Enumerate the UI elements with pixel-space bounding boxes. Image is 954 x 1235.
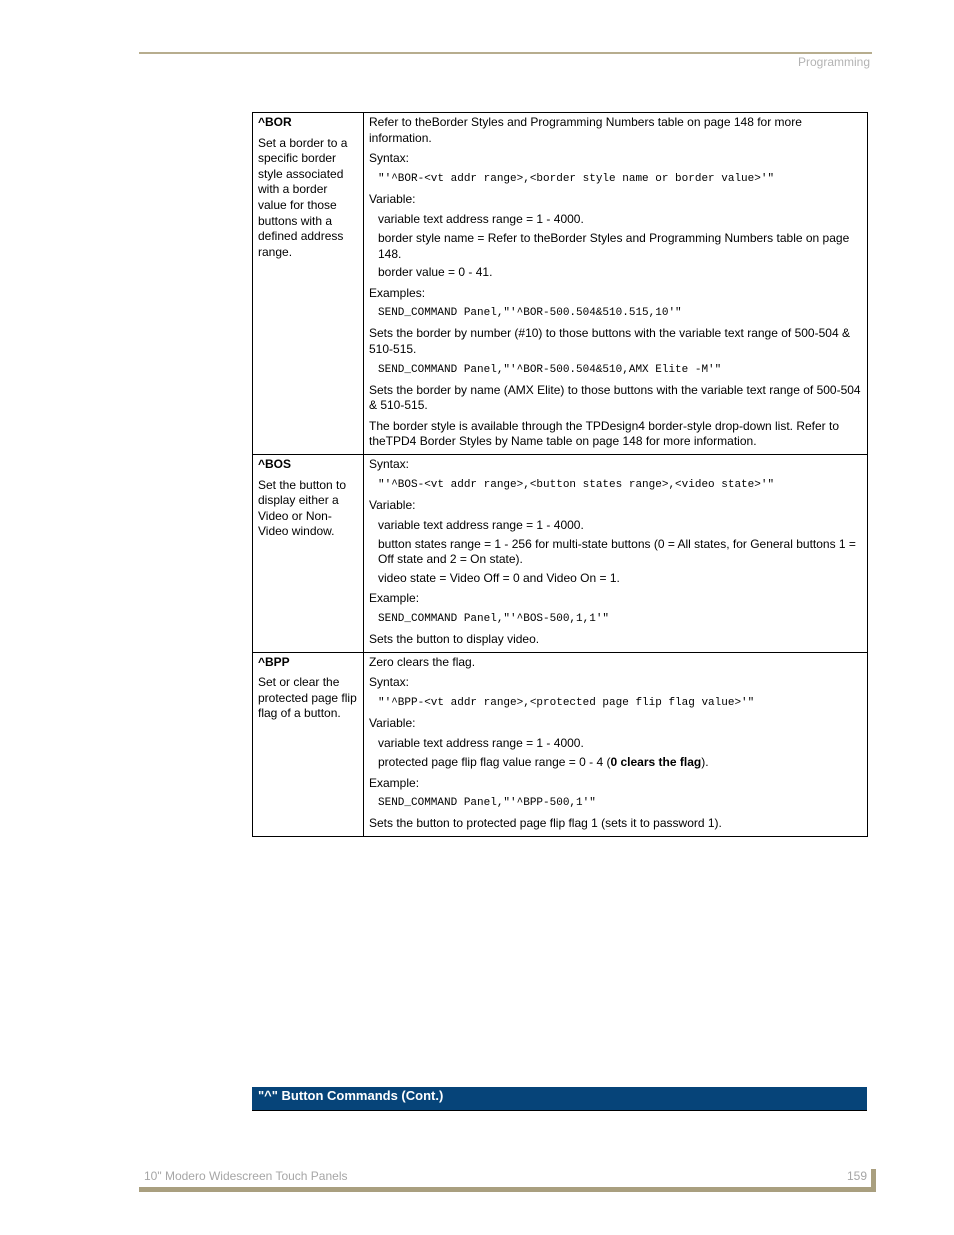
footer-rule <box>139 1187 876 1192</box>
command-name: ^BOR <box>258 115 292 129</box>
command-description: Set or clear the protected page flip flag of a button. <box>258 675 357 721</box>
section-label: Programming <box>797 55 870 69</box>
variable-item: video state = Video Off = 0 and Video On = 1. <box>378 570 620 585</box>
syntax-code: "'^BPP-<vt addr range>,<protected page flip flag value>'" <box>378 696 755 709</box>
variable-item: border style name = Refer to theBorder Styles and Programming Numbers table on page 148. <box>378 230 850 261</box>
footer-doc-title: 10" Modero Widescreen Touch Panels <box>144 1169 348 1183</box>
command-cell <box>253 454 364 652</box>
table-row-bpp <box>253 652 868 836</box>
example-code: SEND_COMMAND Panel,"'^BOR-500.504&510,AMX Elite -M'" <box>378 363 722 376</box>
variable-item: border value = 0 - 41. <box>378 265 493 280</box>
examples-label: Examples: <box>369 285 426 300</box>
command-name: ^BPP <box>258 654 290 669</box>
variable-label: Variable: <box>369 715 416 730</box>
table-row-bor <box>253 113 868 455</box>
details-cell <box>364 113 868 455</box>
example-code: SEND_COMMAND Panel,"'^BOS-500,1,1'" <box>378 613 610 626</box>
page-number: 159 <box>847 1169 868 1183</box>
button-commands-table <box>252 112 868 837</box>
details-cell <box>364 454 868 652</box>
intro-text: Refer to theBorder Styles and Programming Numbers table on page 148 for more information. <box>369 115 802 145</box>
example-code: SEND_COMMAND Panel,"'^BOR-500.504&510.515,10'" <box>378 307 682 320</box>
variable-item: variable text address range = 1 - 4000. <box>378 518 584 533</box>
variable-label: Variable: <box>369 497 416 512</box>
example-code: SEND_COMMAND Panel,"'^BPP-500,1'" <box>378 797 596 810</box>
note-text: The border style is available through the TPDesign4 border-style drop-down list. Refer to theTPD4 Border Styles by Name table on page 148 for more information. <box>369 418 840 449</box>
syntax-code: "'^BOS-<vt addr range>,<button states range>,<video state>'" <box>378 478 775 491</box>
variable-item: variable text address range = 1 - 4000. <box>378 736 584 751</box>
variable-item: button states range = 1 - 256 for multi-state buttons (0 = All states, for General buttons 1 = Off state and 2 = On state). <box>378 536 856 567</box>
syntax-code: "'^BOR-<vt addr range>,<border style name or border value>'" <box>378 172 775 185</box>
variable-emphasis: 0 clears the flag <box>610 755 702 770</box>
intro-text: Zero clears the flag. <box>369 654 476 669</box>
variable-text: protected page flip flag value range = 0 - 4 ( <box>378 755 611 770</box>
table-caption: "^" Button Commands (Cont.) <box>252 1087 867 1111</box>
variable-item: variable text address range = 1 - 4000. <box>378 212 584 227</box>
command-cell <box>253 113 364 455</box>
command-name: ^BOS <box>258 456 292 471</box>
command-description: Set a border to a specific border style associated with a border value for those buttons with a defined address range. <box>258 135 348 259</box>
variable-text: ). <box>701 755 709 770</box>
example-label: Example: <box>369 591 420 606</box>
example-label: Example: <box>369 775 420 790</box>
example-description: Sets the border by number (#10) to those buttons with the variable text range of 500-504 & 510-515. <box>369 326 850 356</box>
command-description: Set the button to display either a Video or Non-Video window. <box>258 477 347 539</box>
syntax-label: Syntax: <box>369 151 410 166</box>
variable-label: Variable: <box>369 191 416 206</box>
table-row-bos <box>253 454 868 652</box>
header-rule <box>139 52 872 54</box>
syntax-label: Syntax: <box>369 675 410 690</box>
variable-item <box>369 755 862 771</box>
example-description: Sets the button to display video. <box>369 632 540 647</box>
syntax-label: Syntax: <box>369 456 410 471</box>
example-description: Sets the button to protected page flip flag 1 (sets it to password 1). <box>369 816 722 831</box>
example-description: Sets the border by name (AMX Elite) to those buttons with the variable text range of 500-504 & 510-515. <box>369 382 861 413</box>
command-cell <box>253 652 364 836</box>
details-cell <box>364 652 868 836</box>
